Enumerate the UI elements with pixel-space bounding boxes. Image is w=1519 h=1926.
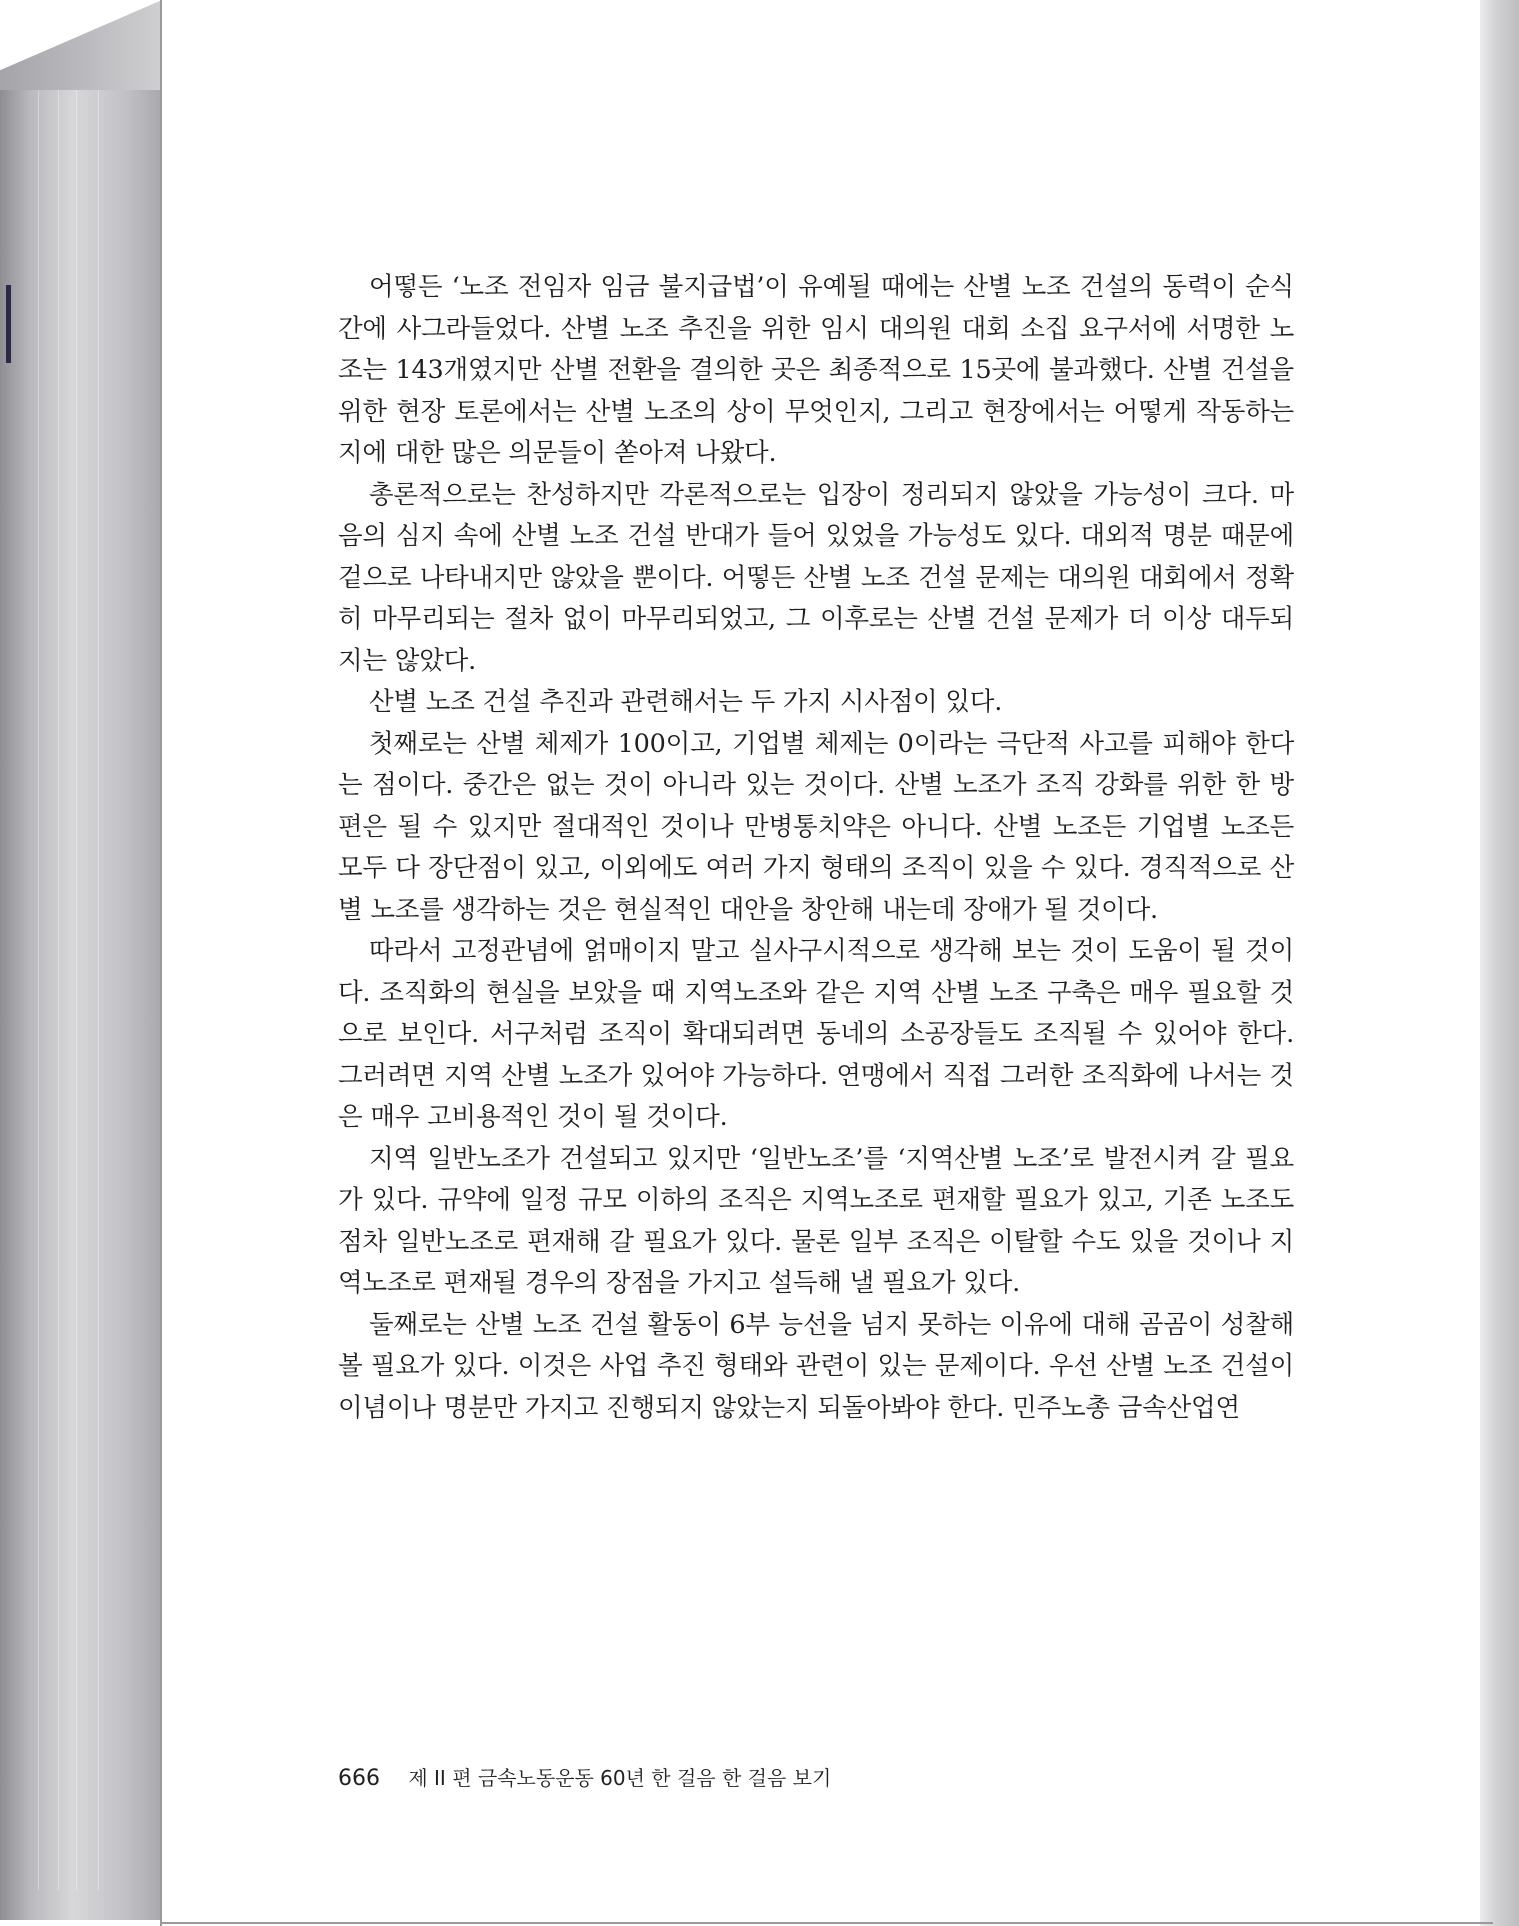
running-footer-title: 제 II 편 금속노동운동 60년 한 걸음 한 걸음 보기: [408, 1766, 832, 1790]
body-text: [338, 267, 1294, 1429]
page-footer: [338, 1762, 831, 1792]
bookmark-ribbon: [6, 285, 11, 363]
page-right-shadow: [1480, 0, 1519, 1926]
paragraph-2: 총론적으로는 찬성하지만 각론적으로는 입장이 정리되지 않았을 가능성이 크다. 마음의 심지 속에 산별 노조 건설 반대가 들어 있었을 가능성도 있다. 대외적 명분 때문에 겉으로 나타내지만 않았을 뿐이다. 어떻든 산별 노조 건설 문제는 대의원 대회에서 정확히 마무리되는 절차 없이 마무리되었고, 그 이후로는 산별 건설 문제가 더 이상 대두되지는 않았다.: [338, 479, 1294, 676]
book-page-stack-edge: [0, 70, 162, 1920]
page-bottom-edge: [160, 1922, 1493, 1924]
book-stack-top-corner: [0, 0, 162, 90]
paragraph-4: 첫째로는 산별 체제가 100이고, 기업별 체제는 0이라는 극단적 사고를 피해야 한다는 점이다. 중간은 없는 것이 아니라 있는 것이다. 산별 노조가 조직 강화를 위한 한 방편은 될 수 있지만 절대적인 것이나 만병통치약은 아니다. 산별 노조든 기업별 노조든 모두 다 장단점이 있고, 이외에도 여러 가지 형태의 조직이 있을 수 있다. 경직적으로 산별 노조를 생각하는 것은 현실적인 대안을 창안해 내는데 장애가 될 것이다.: [338, 728, 1294, 925]
page-edge-line: [38, 90, 39, 1890]
page-edge-line: [76, 90, 77, 1890]
page-number: 666: [338, 1766, 380, 1791]
paragraph-7: 둘째로는 산별 노조 건설 활동이 6부 능선을 넘지 못하는 이유에 대해 곰곰이 성찰해 볼 필요가 있다. 이것은 사업 추진 형태와 관련이 있는 문제이다. 우선 산별 노조 건설이 이념이나 명분만 가지고 진행되지 않았는지 되돌아봐야 한다. 민주노총 금속산업연: [338, 1309, 1294, 1423]
page-edge-line: [98, 90, 99, 1890]
paragraph-3: 산별 노조 건설 추진과 관련해서는 두 가지 시사점이 있다.: [369, 687, 1003, 717]
paragraph-5: 따라서 고정관념에 얽매이지 말고 실사구시적으로 생각해 보는 것이 도움이 될 것이다. 조직화의 현실을 보았을 때 지역노조와 같은 지역 산별 노조 구축은 매우 필요할 것으로 보인다. 서구처럼 조직이 확대되려면 동네의 소공장들도 조직될 수 있어야 한다. 그러려면 지역 산별 노조가 있어야 가능하다. 연맹에서 직접 그러한 조직화에 나서는 것은 매우 고비용적인 것이 될 것이다.: [338, 936, 1294, 1132]
paragraph-6: 지역 일반노조가 건설되고 있지만 ‘일반노조’를 ‘지역산별 노조’로 발전시켜 갈 필요가 있다. 규약에 일정 규모 이하의 조직은 지역노조로 편재할 필요가 있고, 기존 노조도 점차 일반노조로 편재해 갈 필요가 있다. 물론 일부 조직은 이탈할 수도 있을 것이나 지역노조로 편재될 경우의 장점을 가지고 설득해 낼 필요가 있다.: [338, 1143, 1294, 1298]
paragraph-1: 어떻든 ‘노조 전임자 임금 불지급법’이 유예될 때에는 산별 노조 건설의 동력이 순식간에 사그라들었다. 산별 노조 추진을 위한 임시 대의원 대회 소집 요구서에 서명한 노조는 143개였지만 산별 전환을 결의한 곳은 최종적으로 15곳에 불과했다. 산별 건설을 위한 현장 토론에서는 산별 노조의 상이 무엇인지, 그리고 현장에서는 어떻게 작동하는지에 대한 많은 의문들이 쏟아져 나왔다.: [338, 272, 1294, 468]
page-edge-line: [58, 90, 59, 1890]
